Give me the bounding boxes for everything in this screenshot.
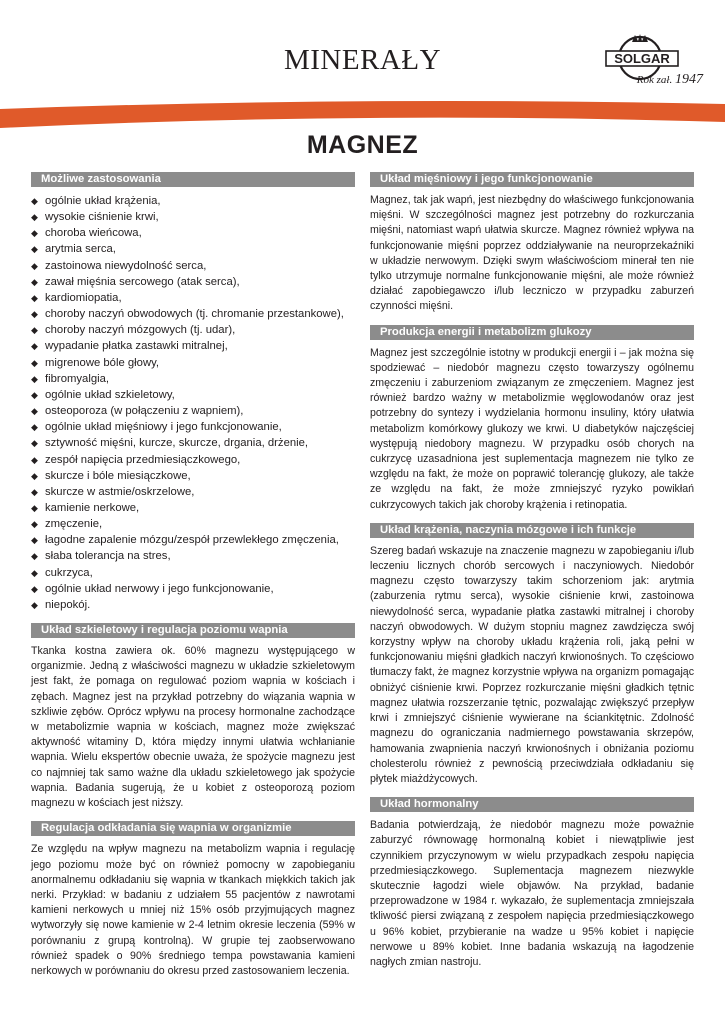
list-item: ◆ słaba tolerancja na stres,	[31, 548, 355, 564]
list-item: ◆ wypadanie płatka zastawki mitralnej,	[31, 338, 355, 354]
section-text-hormonal: Badania potwierdzają, że niedobór magnezu może poważnie zaburzyć równowagę hormonalną kobiet i niewątpliwie jest czynnikiem przyczynowym w wielu przypadkach zespołu napięcia przedmiesiączkowego. Suplementacja magnezem niezwykle skutecznie łagodzi wiele objawów. Na przykład, badanie przeprowadzone w 1984 r. wykazało, że suplementacja zmniejszała tkliwość piersi związaną z zespołem napięcia przedmiesiączkowego u 96% kobiet, przybieranie na wadze u 95% kobiet i napięcie nerwowe u 89% kobiet. Inne badania wskazują na łagodzenie nagłych zmian nastroju.	[370, 819, 694, 968]
section-heading-energy: Produkcja energii i metabolizm glukozy	[370, 325, 694, 340]
section-text-muscle: Magnez, tak jak wapń, jest niezbędny do właściwego funkcjonowania mięśni. W szczególności magnez jest potrzebny do rozkurczania mięśni, natomiast wapń ułatwia skurcze. Magnez również wpływa na funkcjonowanie mięśni poprzez oddziaływanie na neuroprzekaźniki w układzie nerwowym. Dzięki swym właściwościom minerał ten nie tylko utrzymuje normalne funkcjonowanie mięśni, ale może również działać zapobiegawczo i/lub leczniczo w przypadku zaburzeń czynności mięśni.	[370, 194, 694, 313]
logo-year	[583, 72, 703, 88]
list-item: ◆ zawał mięśnia sercowego (atak serca),	[31, 274, 355, 290]
list-item: ◆ arytmia serca,	[31, 241, 355, 257]
header-title: MINERAŁY	[283, 44, 442, 76]
section-heading-calcium: Regulacja odkładania się wapnia w organizmie	[31, 821, 355, 836]
list-item: ◆ zmęczenie,	[31, 516, 355, 532]
list-item: ◆ ogólnie układ mięśniowy i jego funkcjonowanie,	[31, 419, 355, 435]
section-heading-muscle: Układ mięśniowy i jego funkcjonowanie	[370, 172, 694, 187]
logo-year-prefix: Rok zał.	[636, 74, 673, 86]
logo-year-value: 1947	[675, 72, 703, 87]
swoosh-band	[0, 101, 725, 128]
list-item: ◆ kardiomiopatia,	[31, 290, 355, 306]
section-heading-skeleton: Układ szkieletowy i regulacja poziomu wapnia	[31, 623, 355, 638]
list-item: ◆ skurcze w astmie/oskrzelowe,	[31, 484, 355, 500]
list-item: ◆ migrenowe bóle głowy,	[31, 355, 355, 371]
section-heading-hormonal: Układ hormonalny	[370, 797, 694, 812]
list-item: ◆ choroba wieńcowa,	[31, 225, 355, 241]
list-item: ◆ ogólnie układ szkieletowy,	[31, 387, 355, 403]
list-item: ◆ ogólnie układ krążenia,	[31, 193, 355, 209]
page-title: MAGNEZ	[306, 131, 419, 159]
logo-crown-icon	[632, 34, 648, 42]
list-item: ◆ choroby naczyń mózgowych (tj. udar),	[31, 322, 355, 338]
list-item: ◆ cukrzyca,	[31, 565, 355, 581]
list-item: ◆ łagodne zapalenie mózgu/zespół przewlekłego zmęczenia,	[31, 532, 355, 548]
list-item: ◆ skurcze i bóle miesiączkowe,	[31, 468, 355, 484]
section-text-energy: Magnez jest szczególnie istotny w produkcji energii i – jak można się spodziewać – niedobór magnezu często towarzyszy ogólnemu zmęczeniu i zaburzeniom związanym ze zmęczeniem. Magnez jest również bardzo ważny w metabolizmie węglowodanów oraz jest potrzebny do syntezy i wydzielania hormonu insuliny, który ułatwia metabolizm komórkowy glukozy we krwi. U diabetyków najczęściej występują niedobory magnezu. W przypadku osób chorych na cukrzycę uzasadniona jest suplementacja magnezem nie tylko ze względu na fakt, że może on poprawić tolerancję glukozy, ale także ze względu na fakt, że może zmniejszyć ryzyko powikłań cukrzycowych takich jak choroby krążenia i retinopatia.	[370, 346, 694, 511]
list-item: ◆ niepokój.	[31, 597, 355, 613]
left-column	[31, 172, 355, 979]
right-column	[370, 172, 694, 970]
section-text-calcium: Ze względu na wpływ magnezu na metabolizm wapnia i regulację jego poziomu może być on również pomocny w zapobieganiu anormalnemu odkładaniu się wapnia w tkankach miękkich takich jak nerki. Przykład: w badaniu z udziałem 55 pacjentów z nawrotami kamieni nerkowych u mniej niż 15% osób przyjmujących magnez wytworzyły się nowe kamienie w 2-4 letnim okresie leczenia (59% w porównaniu z grupą kontrolną). W grupie tej zaobserwowano również spadek o 90% średniego tempa powstawania kamieni nerkowych w porównaniu do okresu przed zastosowaniem leczenia.	[31, 843, 355, 977]
list-item: ◆ fibromyalgia,	[31, 371, 355, 387]
list-item: ◆ osteoporoza (w połączeniu z wapniem),	[31, 403, 355, 419]
uses-list	[31, 193, 355, 613]
section-heading-uses: Możliwe zastosowania	[31, 172, 355, 187]
list-item: ◆ kamienie nerkowe,	[31, 500, 355, 516]
list-item: ◆ sztywność mięśni, kurcze, skurcze, drgania, drżenie,	[31, 435, 355, 451]
section-text-skeleton: Tkanka kostna zawiera ok. 60% magnezu występującego w organizmie. Jedną z właściwości magnezu w układzie szkieletowym jest fakt, że pomaga on regulować poziom wapnia w kościach i zębach. Magnez jest na przykład potrzebny do wiązania wapnia w szkliwie zębów. Oprócz wpływu na procesy hormonalne zachodzące w metabolizmie wapnia w kościach, magnez może zwiększać aktywność witaminy D, która między innymi ułatwia wchłanianie wapnia. Wielu ekspertów obecnie uważa, że spożycie magnezu jest co najmniej tak samo ważne dla układu szkieletowego jak spożycie wapnia. Badania sugerują, że u kobiet z osteoporozą poziom magnezu w kościach jest niższy.	[31, 645, 355, 810]
section-text-circulation: Szereg badań wskazuje na znaczenie magnezu w zapobieganiu i/lub leczeniu licznych chorób sercowych i naczyniowych. Niedobór magnezu często towarzyszy takim schorzeniom jak: arytmia (zaburzenia rytmu serca), wysokie ciśnienie krwi, zastoinowa niewydolność serca, wypadanie płatka zastawki mitralnej i choroby naczyń obwodowych. W dużym stopniu magnez zawdzięcza swój korzystny wpływ na choroby układu krążenia roli, jaką pełni w funkcjonowaniu mięśni gładkich naczyń krwionośnych. To częściowo tłumaczy fakt, że magnez korzystnie wpływa na organizm pomagając obniżyć ciśnienie krwi. Poprzez rozkurczanie mięśni gładkich tętnic magnez ułatwia rozszerzanie tętnic, pozwalając zwiększyć przepływ krwi i zmniejszyć ciśnienie wywierane na ściankitętnic. Zdolność magnezu do ograniczania nadmiernego powstawania skrzepów, hamowania zwapnienia naczyń krwionośnych i obniżania poziomu cholesterolu również z pewnością przeciwdziała odkładaniu się płytek miażdżycowych.	[370, 544, 694, 785]
section-heading-circulation: Układ krążenia, naczynia mózgowe i ich funkcje	[370, 523, 694, 538]
list-item: ◆ choroby naczyń obwodowych (tj. chromanie przestankowe),	[31, 306, 355, 322]
list-item: ◆ wysokie ciśnienie krwi,	[31, 209, 355, 225]
list-item: ◆ zastoinowa niewydolność serca,	[31, 258, 355, 274]
header-swoosh	[0, 98, 725, 132]
logo-brand: SOLGAR	[614, 51, 670, 66]
list-item: ◆ ogólnie układ nerwowy i jego funkcjonowanie,	[31, 581, 355, 597]
list-item: ◆ zespół napięcia przedmiesiączkowego,	[31, 452, 355, 468]
